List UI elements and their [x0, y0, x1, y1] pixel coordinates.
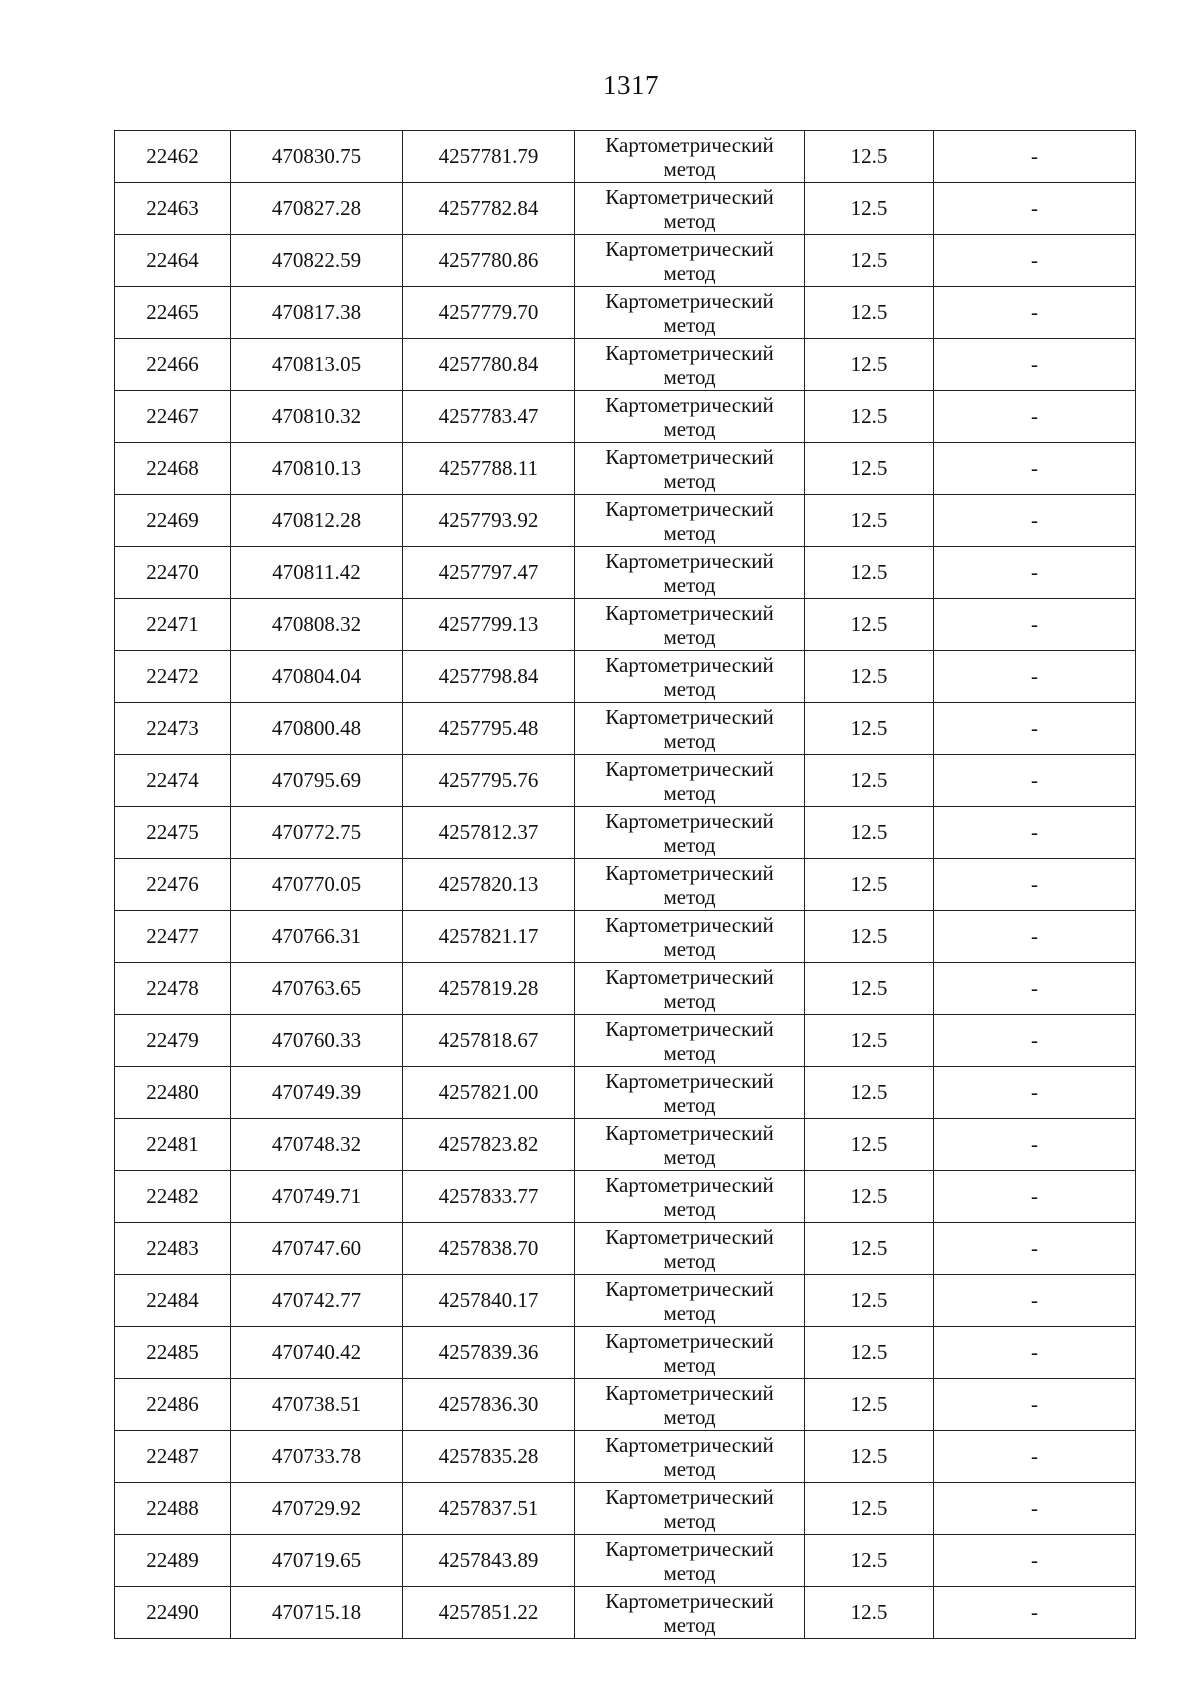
- table-row: [115, 859, 1136, 911]
- precision-cell: 12.5: [805, 911, 934, 963]
- method-line2: метод: [663, 1352, 716, 1377]
- table-row: [115, 1067, 1136, 1119]
- y-coordinate-cell: 4257821.17: [403, 911, 575, 963]
- y-coordinate-cell: 4257799.13: [403, 599, 575, 651]
- method-line2: метод: [663, 1144, 716, 1169]
- x-coordinate-cell: 470749.71: [231, 1171, 403, 1223]
- x-coordinate-cell: 470822.59: [231, 235, 403, 287]
- precision-cell: 12.5: [805, 1431, 934, 1483]
- method-line1: Картометрический: [605, 392, 774, 417]
- point-id-cell: 22481: [115, 1119, 231, 1171]
- method-line1: Картометрический: [605, 912, 774, 937]
- method-line1: Картометрический: [605, 184, 774, 209]
- note-cell: -: [934, 495, 1136, 547]
- precision-cell: 12.5: [805, 131, 934, 183]
- method-line1: Картометрический: [605, 704, 774, 729]
- method-line1: Картометрический: [605, 860, 774, 885]
- y-coordinate-cell: 4257843.89: [403, 1535, 575, 1587]
- y-coordinate-cell: 4257780.86: [403, 235, 575, 287]
- precision-cell: 12.5: [805, 391, 934, 443]
- precision-cell: 12.5: [805, 235, 934, 287]
- note-cell: -: [934, 131, 1136, 183]
- table-row: [115, 183, 1136, 235]
- point-id-cell: 22471: [115, 599, 231, 651]
- precision-cell: 12.5: [805, 1119, 934, 1171]
- point-id-cell: 22484: [115, 1275, 231, 1327]
- method-line2: метод: [663, 624, 716, 649]
- precision-cell: 12.5: [805, 287, 934, 339]
- point-id-cell: 22480: [115, 1067, 231, 1119]
- y-coordinate-cell: 4257839.36: [403, 1327, 575, 1379]
- method-line1: Картометрический: [605, 132, 774, 157]
- method-line2: метод: [663, 312, 716, 337]
- note-cell: -: [934, 807, 1136, 859]
- point-id-cell: 22462: [115, 131, 231, 183]
- point-id-cell: 22472: [115, 651, 231, 703]
- x-coordinate-cell: 470770.05: [231, 859, 403, 911]
- precision-cell: 12.5: [805, 1379, 934, 1431]
- point-id-cell: 22464: [115, 235, 231, 287]
- method-line1: Картометрический: [605, 1276, 774, 1301]
- method-line1: Картометрический: [605, 1120, 774, 1145]
- table-row: [115, 651, 1136, 703]
- precision-cell: 12.5: [805, 859, 934, 911]
- precision-cell: 12.5: [805, 755, 934, 807]
- precision-cell: 12.5: [805, 547, 934, 599]
- table-row: [115, 1431, 1136, 1483]
- method-line2: метод: [663, 780, 716, 805]
- method-line1: Картометрический: [605, 1588, 774, 1613]
- x-coordinate-cell: 470715.18: [231, 1587, 403, 1639]
- point-id-cell: 22466: [115, 339, 231, 391]
- x-coordinate-cell: 470808.32: [231, 599, 403, 651]
- y-coordinate-cell: 4257819.28: [403, 963, 575, 1015]
- point-id-cell: 22487: [115, 1431, 231, 1483]
- table-row: [115, 755, 1136, 807]
- method-cell: [575, 391, 805, 443]
- method-cell: [575, 703, 805, 755]
- x-coordinate-cell: 470729.92: [231, 1483, 403, 1535]
- method-cell: [575, 287, 805, 339]
- table-row: [115, 495, 1136, 547]
- method-cell: [575, 755, 805, 807]
- table-row: [115, 131, 1136, 183]
- note-cell: -: [934, 391, 1136, 443]
- table-row: [115, 547, 1136, 599]
- y-coordinate-cell: 4257793.92: [403, 495, 575, 547]
- precision-cell: 12.5: [805, 599, 934, 651]
- table-row: [115, 1171, 1136, 1223]
- y-coordinate-cell: 4257851.22: [403, 1587, 575, 1639]
- precision-cell: 12.5: [805, 1171, 934, 1223]
- method-cell: [575, 1431, 805, 1483]
- method-line1: Картометрический: [605, 236, 774, 261]
- precision-cell: 12.5: [805, 1067, 934, 1119]
- method-cell: [575, 859, 805, 911]
- point-id-cell: 22465: [115, 287, 231, 339]
- precision-cell: 12.5: [805, 339, 934, 391]
- precision-cell: 12.5: [805, 1223, 934, 1275]
- point-id-cell: 22463: [115, 183, 231, 235]
- x-coordinate-cell: 470827.28: [231, 183, 403, 235]
- method-line2: метод: [663, 832, 716, 857]
- x-coordinate-cell: 470804.04: [231, 651, 403, 703]
- x-coordinate-cell: 470719.65: [231, 1535, 403, 1587]
- note-cell: -: [934, 1119, 1136, 1171]
- x-coordinate-cell: 470738.51: [231, 1379, 403, 1431]
- table-row: [115, 339, 1136, 391]
- method-line2: метод: [663, 988, 716, 1013]
- precision-cell: 12.5: [805, 1275, 934, 1327]
- x-coordinate-cell: 470772.75: [231, 807, 403, 859]
- y-coordinate-cell: 4257795.48: [403, 703, 575, 755]
- x-coordinate-cell: 470800.48: [231, 703, 403, 755]
- point-id-cell: 22474: [115, 755, 231, 807]
- precision-cell: 12.5: [805, 1483, 934, 1535]
- precision-cell: 12.5: [805, 963, 934, 1015]
- method-line2: метод: [663, 1456, 716, 1481]
- y-coordinate-cell: 4257835.28: [403, 1431, 575, 1483]
- table-row: [115, 1535, 1136, 1587]
- point-id-cell: 22486: [115, 1379, 231, 1431]
- method-line2: метод: [663, 520, 716, 545]
- precision-cell: 12.5: [805, 651, 934, 703]
- method-line1: Картометрический: [605, 340, 774, 365]
- y-coordinate-cell: 4257798.84: [403, 651, 575, 703]
- precision-cell: 12.5: [805, 1327, 934, 1379]
- note-cell: -: [934, 1587, 1136, 1639]
- x-coordinate-cell: 470817.38: [231, 287, 403, 339]
- note-cell: -: [934, 1483, 1136, 1535]
- method-cell: [575, 911, 805, 963]
- method-cell: [575, 1015, 805, 1067]
- method-line2: метод: [663, 1404, 716, 1429]
- method-cell: [575, 1535, 805, 1587]
- point-id-cell: 22477: [115, 911, 231, 963]
- method-line2: метод: [663, 1248, 716, 1273]
- method-cell: [575, 599, 805, 651]
- point-id-cell: 22479: [115, 1015, 231, 1067]
- x-coordinate-cell: 470795.69: [231, 755, 403, 807]
- note-cell: -: [934, 287, 1136, 339]
- y-coordinate-cell: 4257823.82: [403, 1119, 575, 1171]
- point-id-cell: 22478: [115, 963, 231, 1015]
- point-id-cell: 22482: [115, 1171, 231, 1223]
- method-cell: [575, 183, 805, 235]
- table-row: [115, 1327, 1136, 1379]
- method-cell: [575, 1119, 805, 1171]
- note-cell: -: [934, 1275, 1136, 1327]
- point-id-cell: 22470: [115, 547, 231, 599]
- method-line1: Картометрический: [605, 756, 774, 781]
- table-row: [115, 235, 1136, 287]
- method-line1: Картометрический: [605, 600, 774, 625]
- table-row: [115, 911, 1136, 963]
- method-line1: Картометрический: [605, 288, 774, 313]
- y-coordinate-cell: 4257812.37: [403, 807, 575, 859]
- method-line2: метод: [663, 1612, 716, 1637]
- table-row: [115, 287, 1136, 339]
- note-cell: -: [934, 599, 1136, 651]
- y-coordinate-cell: 4257836.30: [403, 1379, 575, 1431]
- point-id-cell: 22488: [115, 1483, 231, 1535]
- method-line2: метод: [663, 1300, 716, 1325]
- method-cell: [575, 1067, 805, 1119]
- x-coordinate-cell: 470766.31: [231, 911, 403, 963]
- x-coordinate-cell: 470740.42: [231, 1327, 403, 1379]
- y-coordinate-cell: 4257780.84: [403, 339, 575, 391]
- method-line2: метод: [663, 676, 716, 701]
- method-cell: [575, 1327, 805, 1379]
- method-cell: [575, 1379, 805, 1431]
- table-body: [115, 131, 1136, 1639]
- point-id-cell: 22485: [115, 1327, 231, 1379]
- y-coordinate-cell: 4257781.79: [403, 131, 575, 183]
- note-cell: -: [934, 859, 1136, 911]
- y-coordinate-cell: 4257795.76: [403, 755, 575, 807]
- y-coordinate-cell: 4257779.70: [403, 287, 575, 339]
- y-coordinate-cell: 4257838.70: [403, 1223, 575, 1275]
- y-coordinate-cell: 4257840.17: [403, 1275, 575, 1327]
- x-coordinate-cell: 470760.33: [231, 1015, 403, 1067]
- note-cell: -: [934, 1327, 1136, 1379]
- x-coordinate-cell: 470810.32: [231, 391, 403, 443]
- y-coordinate-cell: 4257820.13: [403, 859, 575, 911]
- method-cell: [575, 443, 805, 495]
- table-row: [115, 1015, 1136, 1067]
- precision-cell: 12.5: [805, 1015, 934, 1067]
- table-row: [115, 1223, 1136, 1275]
- point-id-cell: 22483: [115, 1223, 231, 1275]
- y-coordinate-cell: 4257788.11: [403, 443, 575, 495]
- x-coordinate-cell: 470810.13: [231, 443, 403, 495]
- note-cell: -: [934, 1535, 1136, 1587]
- method-line2: метод: [663, 1508, 716, 1533]
- method-cell: [575, 547, 805, 599]
- method-line1: Картометрический: [605, 1016, 774, 1041]
- method-line2: метод: [663, 260, 716, 285]
- table-row: [115, 703, 1136, 755]
- method-line1: Картометрический: [605, 1484, 774, 1509]
- method-cell: [575, 1223, 805, 1275]
- x-coordinate-cell: 470748.32: [231, 1119, 403, 1171]
- note-cell: -: [934, 1431, 1136, 1483]
- method-cell: [575, 807, 805, 859]
- note-cell: -: [934, 443, 1136, 495]
- point-id-cell: 22468: [115, 443, 231, 495]
- method-cell: [575, 495, 805, 547]
- table-row: [115, 1275, 1136, 1327]
- y-coordinate-cell: 4257818.67: [403, 1015, 575, 1067]
- note-cell: -: [934, 1015, 1136, 1067]
- x-coordinate-cell: 470813.05: [231, 339, 403, 391]
- note-cell: -: [934, 1171, 1136, 1223]
- method-line2: метод: [663, 1560, 716, 1585]
- table-row: [115, 1379, 1136, 1431]
- method-line2: метод: [663, 1092, 716, 1117]
- note-cell: -: [934, 703, 1136, 755]
- note-cell: -: [934, 651, 1136, 703]
- note-cell: -: [934, 183, 1136, 235]
- point-id-cell: 22469: [115, 495, 231, 547]
- point-id-cell: 22473: [115, 703, 231, 755]
- x-coordinate-cell: 470747.60: [231, 1223, 403, 1275]
- x-coordinate-cell: 470749.39: [231, 1067, 403, 1119]
- x-coordinate-cell: 470742.77: [231, 1275, 403, 1327]
- table-row: [115, 1119, 1136, 1171]
- method-line1: Картометрический: [605, 808, 774, 833]
- y-coordinate-cell: 4257783.47: [403, 391, 575, 443]
- point-id-cell: 22489: [115, 1535, 231, 1587]
- method-line2: метод: [663, 468, 716, 493]
- note-cell: -: [934, 547, 1136, 599]
- method-line2: метод: [663, 364, 716, 389]
- method-line1: Картометрический: [605, 1224, 774, 1249]
- table-row: [115, 963, 1136, 1015]
- note-cell: -: [934, 235, 1136, 287]
- method-line2: метод: [663, 156, 716, 181]
- method-line1: Картометрический: [605, 1380, 774, 1405]
- table-row: [115, 391, 1136, 443]
- y-coordinate-cell: 4257821.00: [403, 1067, 575, 1119]
- method-line1: Картометрический: [605, 1536, 774, 1561]
- method-line2: метод: [663, 728, 716, 753]
- x-coordinate-cell: 470763.65: [231, 963, 403, 1015]
- method-cell: [575, 131, 805, 183]
- table-row: [115, 1587, 1136, 1639]
- note-cell: -: [934, 1379, 1136, 1431]
- point-id-cell: 22475: [115, 807, 231, 859]
- method-cell: [575, 1275, 805, 1327]
- method-cell: [575, 651, 805, 703]
- method-line1: Картометрический: [605, 1432, 774, 1457]
- method-line1: Картометрический: [605, 652, 774, 677]
- note-cell: -: [934, 911, 1136, 963]
- y-coordinate-cell: 4257797.47: [403, 547, 575, 599]
- coordinates-table: [114, 130, 1136, 1639]
- method-cell: [575, 1587, 805, 1639]
- y-coordinate-cell: 4257837.51: [403, 1483, 575, 1535]
- method-line2: метод: [663, 1196, 716, 1221]
- method-cell: [575, 1171, 805, 1223]
- y-coordinate-cell: 4257782.84: [403, 183, 575, 235]
- method-cell: [575, 1483, 805, 1535]
- method-line2: метод: [663, 572, 716, 597]
- x-coordinate-cell: 470811.42: [231, 547, 403, 599]
- note-cell: -: [934, 963, 1136, 1015]
- method-cell: [575, 235, 805, 287]
- page-number: 1317: [603, 70, 659, 100]
- precision-cell: 12.5: [805, 1587, 934, 1639]
- note-cell: -: [934, 1067, 1136, 1119]
- note-cell: -: [934, 339, 1136, 391]
- table-row: [115, 443, 1136, 495]
- method-line1: Картометрический: [605, 548, 774, 573]
- method-line1: Картометрический: [605, 1068, 774, 1093]
- precision-cell: 12.5: [805, 443, 934, 495]
- precision-cell: 12.5: [805, 807, 934, 859]
- method-line2: метод: [663, 936, 716, 961]
- method-line1: Картометрический: [605, 1328, 774, 1353]
- table-row: [115, 807, 1136, 859]
- method-cell: [575, 963, 805, 1015]
- method-line2: метод: [663, 884, 716, 909]
- method-line1: Картометрический: [605, 964, 774, 989]
- table-row: [115, 1483, 1136, 1535]
- table-row: [115, 599, 1136, 651]
- precision-cell: 12.5: [805, 495, 934, 547]
- note-cell: -: [934, 755, 1136, 807]
- method-line1: Картометрический: [605, 444, 774, 469]
- x-coordinate-cell: 470733.78: [231, 1431, 403, 1483]
- y-coordinate-cell: 4257833.77: [403, 1171, 575, 1223]
- method-cell: [575, 339, 805, 391]
- method-line1: Картометрический: [605, 1172, 774, 1197]
- precision-cell: 12.5: [805, 1535, 934, 1587]
- method-line2: метод: [663, 1040, 716, 1065]
- point-id-cell: 22490: [115, 1587, 231, 1639]
- precision-cell: 12.5: [805, 703, 934, 755]
- point-id-cell: 22476: [115, 859, 231, 911]
- method-line2: метод: [663, 416, 716, 441]
- note-cell: -: [934, 1223, 1136, 1275]
- x-coordinate-cell: 470812.28: [231, 495, 403, 547]
- precision-cell: 12.5: [805, 183, 934, 235]
- method-line1: Картометрический: [605, 496, 774, 521]
- point-id-cell: 22467: [115, 391, 231, 443]
- x-coordinate-cell: 470830.75: [231, 131, 403, 183]
- method-line2: метод: [663, 208, 716, 233]
